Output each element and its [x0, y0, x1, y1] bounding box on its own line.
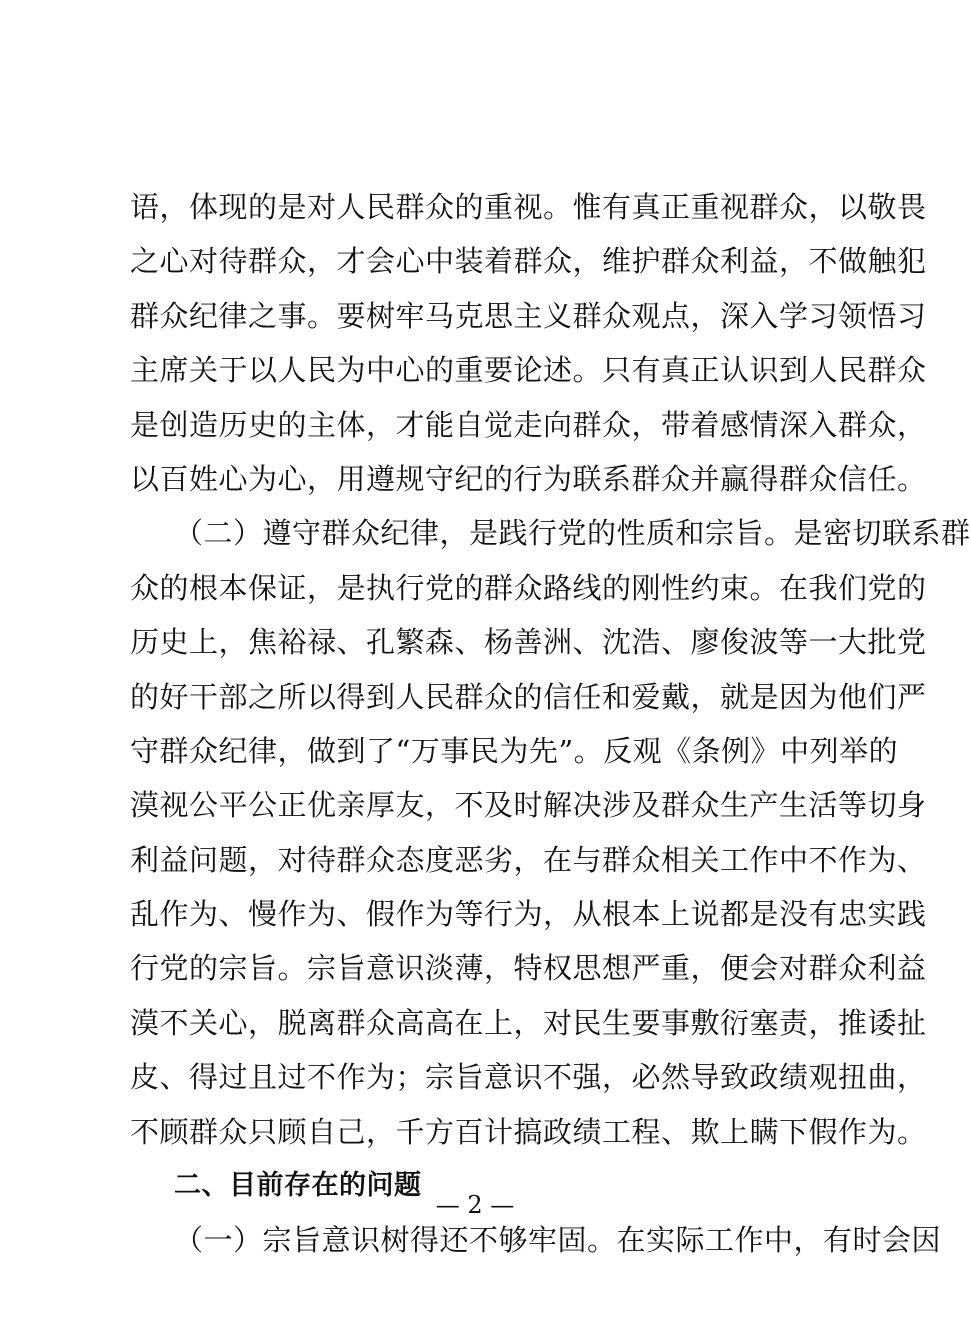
- text-line: 的好干部之所以得到人民群众的信任和爱戴，就是因为他们严: [130, 679, 927, 714]
- text-line: 以百姓心为心，用遵规守纪的行为联系群众并赢得群众信任。: [130, 461, 927, 496]
- text-line: 利益问题，对待群众态度恶劣，在与群众相关工作中不作为、: [130, 842, 927, 877]
- text-line: 不顾群众只顾自己，千方百计搞政绩工程、欺上瞒下假作为。: [130, 1114, 927, 1149]
- section-heading: 二、目前存在的问题: [174, 1170, 422, 1202]
- text-line: 皮、得过且过不作为；宗旨意识不强，必然导致政绩观扭曲，: [130, 1060, 927, 1095]
- body-text: [130, 180, 971, 1268]
- text-line: 历史上，焦裕禄、孔繁森、杨善洲、沈浩、廖俊波等一大批党: [130, 625, 927, 660]
- text-line: 乱作为、慢作为、假作为等行为，从根本上说都是没有忠实践: [130, 897, 927, 932]
- paragraph-start-line: （一）宗旨意识树得还不够牢固。在实际工作中，有时会因: [174, 1223, 942, 1258]
- text-line: 行党的宗旨。宗旨意识淡薄，特权思想严重，便会对群众利益: [130, 951, 927, 986]
- paragraph-start-line: （二）遵守群众纪律，是践行党的性质和宗旨。是密切联系群: [174, 516, 971, 551]
- text-line: 漠视公平公正优亲厚友，不及时解决涉及群众生产生活等切身: [130, 788, 927, 823]
- text-line: 守群众纪律，做到了“万事民为先”。反观《条例》中列举的: [130, 733, 899, 768]
- text-line: 是创造历史的主体，才能自觉走向群众，带着感情深入群众，: [130, 407, 927, 442]
- page-number: — 2 —: [435, 1191, 515, 1219]
- text-line: 众的根本保证，是执行党的群众路线的刚性约束。在我们党的: [130, 570, 927, 605]
- text-line: 主席关于以人民为中心的重要论述。只有真正认识到人民群众: [130, 353, 927, 388]
- text-line: 语，体现的是对人民群众的重视。惟有真正重视群众，以敬畏: [130, 190, 927, 224]
- text-line: 之心对待群众，才会心中装着群众，维护群众利益，不做触犯: [130, 244, 927, 279]
- text-line: 漠不关心，脱离群众高高在上，对民生要事敷衍塞责，推诿扯: [130, 1005, 927, 1040]
- text-line: 群众纪律之事。要树牢马克思主义群众观点，深入学习领悟习: [130, 298, 927, 333]
